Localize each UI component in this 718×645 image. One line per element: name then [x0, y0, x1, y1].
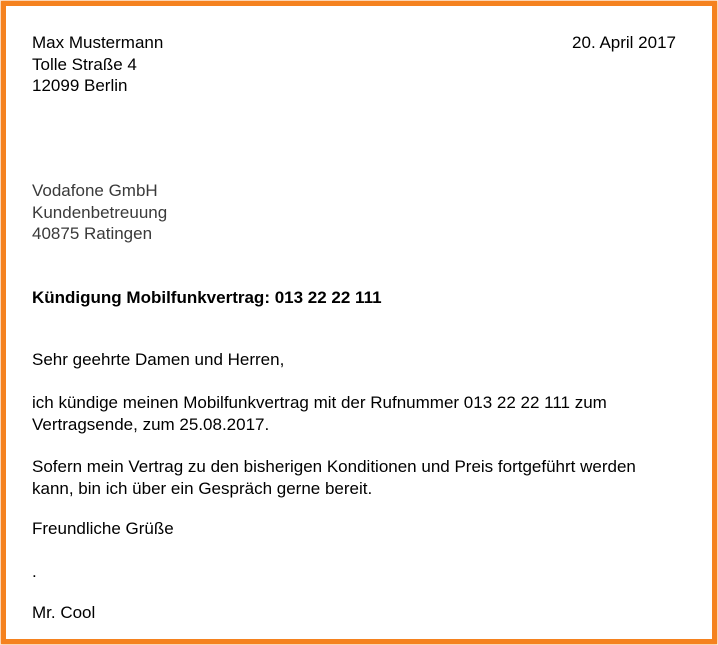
- paragraph-1-line-1: ich kündige meinen Mobilfunkvertrag mit der Rufnummer 013 22 22 111 zum: [32, 393, 607, 412]
- recipient-city: 40875 Ratingen: [32, 224, 153, 243]
- sender-address: [32, 32, 163, 97]
- body-paragraph-1: [32, 392, 607, 435]
- sender-name: Max Mustermann: [32, 33, 164, 52]
- recipient-company: Vodafone GmbH: [32, 181, 158, 200]
- recipient-address: [32, 180, 167, 245]
- signature-name: Mr. Cool: [32, 603, 96, 622]
- signature-dot: .: [32, 562, 37, 581]
- sender-street: Tolle Straße 4: [32, 54, 137, 74]
- paragraph-2-line-2: kann, bin ich über ein Gespräch gerne bereit.: [32, 478, 373, 498]
- body-paragraph-2: [32, 456, 636, 499]
- letter-closing: Freundliche Grüße: [32, 519, 174, 538]
- letter-frame: [1, 1, 717, 644]
- letter-salutation: Sehr geehrte Damen und Herren,: [32, 350, 285, 369]
- letter-date: 20. April 2017: [572, 33, 676, 52]
- sender-city: 12099 Berlin: [32, 76, 128, 95]
- paragraph-1-line-2: Vertragsende, zum 25.08.2017.: [32, 414, 270, 434]
- recipient-department: Kundenbetreuung: [32, 202, 168, 222]
- letter-subject: Kündigung Mobilfunkvertrag: 013 22 22 111: [32, 288, 382, 307]
- paragraph-2-line-1: Sofern mein Vertrag zu den bisherigen Konditionen und Preis fortgeführt werden: [32, 457, 636, 476]
